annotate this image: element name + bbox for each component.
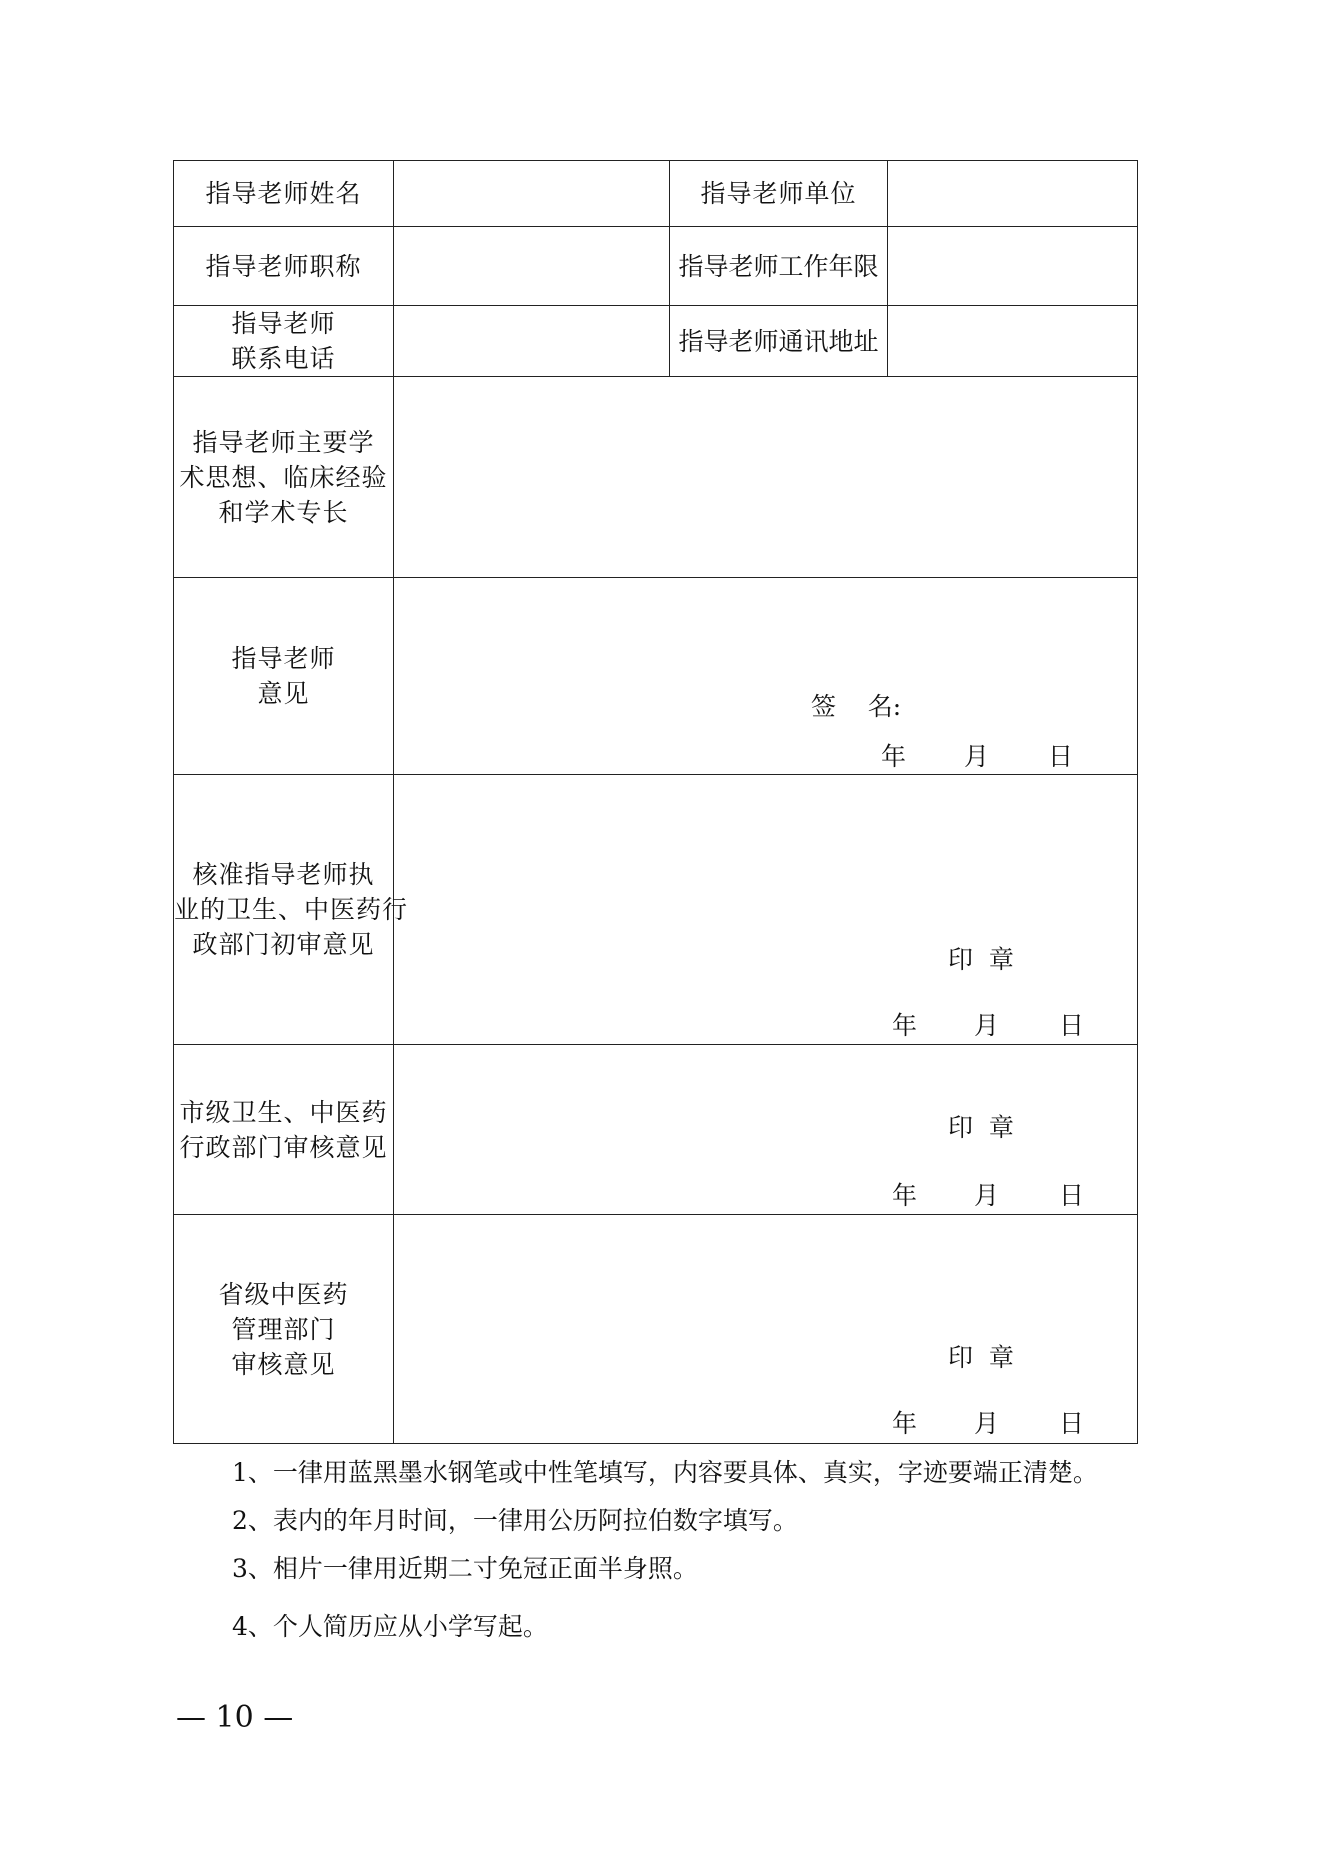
note-3: 3、相片一律用近期二寸免冠正面半身照。 — [232, 1554, 698, 1583]
date-year: 年 — [892, 1409, 918, 1438]
label-line: 和学术专长 — [218, 497, 349, 527]
seal-label: 印 章 — [948, 1343, 1014, 1372]
label-line: 业的卫生、中医药行 — [174, 895, 409, 924]
label-line: 省级中医药 — [218, 1279, 349, 1309]
label-line: 管理部门 — [231, 1314, 336, 1344]
label-academic-expertise — [174, 377, 394, 578]
field-teacher-title[interactable] — [394, 227, 670, 306]
note-1: 1、一律用蓝黑墨水钢笔或中性笔填写，内容要具体、真实，字迹要端正清楚。 — [232, 1458, 1098, 1487]
row-academic-expertise — [174, 377, 1138, 578]
seal-label: 印 章 — [948, 945, 1014, 974]
field-province-review[interactable] — [394, 1215, 1138, 1444]
row-teacher-opinion — [174, 578, 1138, 775]
field-teacher-unit[interactable] — [888, 161, 1138, 227]
date-year: 年 — [892, 1181, 918, 1210]
label-teacher-name: 指导老师姓名 — [174, 161, 394, 227]
date-year: 年 — [881, 742, 907, 771]
page-number: — 10 — — [176, 1700, 294, 1735]
date-month: 月 — [974, 1011, 1000, 1040]
label-line: 核准指导老师执 — [192, 860, 375, 889]
label-teacher-years: 指导老师工作年限 — [670, 227, 888, 306]
field-teacher-name[interactable] — [394, 161, 670, 227]
date-day: 日 — [1048, 742, 1074, 771]
label-line: 政部门初审意见 — [192, 930, 375, 959]
label-line: 术思想、临床经验 — [179, 462, 388, 492]
label-line: 指导老师 — [231, 644, 336, 673]
label-teacher-unit: 指导老师单位 — [670, 161, 888, 227]
label-line: 行政部门审核意见 — [179, 1132, 388, 1162]
field-academic-expertise[interactable] — [394, 377, 1138, 578]
label-city-review — [174, 1045, 394, 1215]
date-day: 日 — [1059, 1011, 1085, 1040]
field-initial-review[interactable] — [394, 775, 1138, 1045]
seal-label: 印 章 — [948, 1113, 1014, 1142]
form-table — [173, 160, 1138, 1444]
field-teacher-phone[interactable] — [394, 306, 670, 377]
field-teacher-years[interactable] — [888, 227, 1138, 306]
date-month: 月 — [964, 742, 990, 771]
label-teacher-address: 指导老师通讯地址 — [670, 306, 888, 377]
label-teacher-title: 指导老师职称 — [174, 227, 394, 306]
label-line: 审核意见 — [231, 1349, 336, 1379]
row-name-unit — [174, 161, 1138, 227]
label-line: 指导老师 — [231, 309, 336, 338]
field-teacher-address[interactable] — [888, 306, 1138, 377]
date-month: 月 — [974, 1181, 1000, 1210]
row-phone-address — [174, 306, 1138, 377]
date-year: 年 — [892, 1011, 918, 1040]
label-initial-review — [174, 775, 409, 1045]
label-teacher-opinion — [174, 578, 394, 775]
row-province-review — [174, 1215, 1138, 1444]
signature-label: 签 名: — [811, 692, 902, 721]
label-line: 市级卫生、中医药 — [179, 1097, 388, 1127]
date-month: 月 — [974, 1409, 1000, 1438]
note-4: 4、个人简历应从小学写起。 — [232, 1612, 548, 1641]
label-province-review — [174, 1215, 394, 1444]
label-line: 指导老师主要学 — [192, 427, 375, 457]
row-title-years — [174, 227, 1138, 306]
application-form — [173, 160, 1137, 1440]
row-initial-review — [174, 775, 1138, 1045]
row-city-review — [174, 1045, 1138, 1215]
field-city-review[interactable] — [394, 1045, 1138, 1215]
label-teacher-phone — [174, 306, 394, 377]
date-day: 日 — [1059, 1181, 1085, 1210]
label-line: 意见 — [257, 679, 310, 708]
date-day: 日 — [1059, 1409, 1085, 1438]
field-teacher-opinion[interactable] — [394, 578, 1138, 775]
label-line: 联系电话 — [231, 344, 336, 373]
note-2: 2、表内的年月时间，一律用公历阿拉伯数字填写。 — [232, 1506, 798, 1535]
